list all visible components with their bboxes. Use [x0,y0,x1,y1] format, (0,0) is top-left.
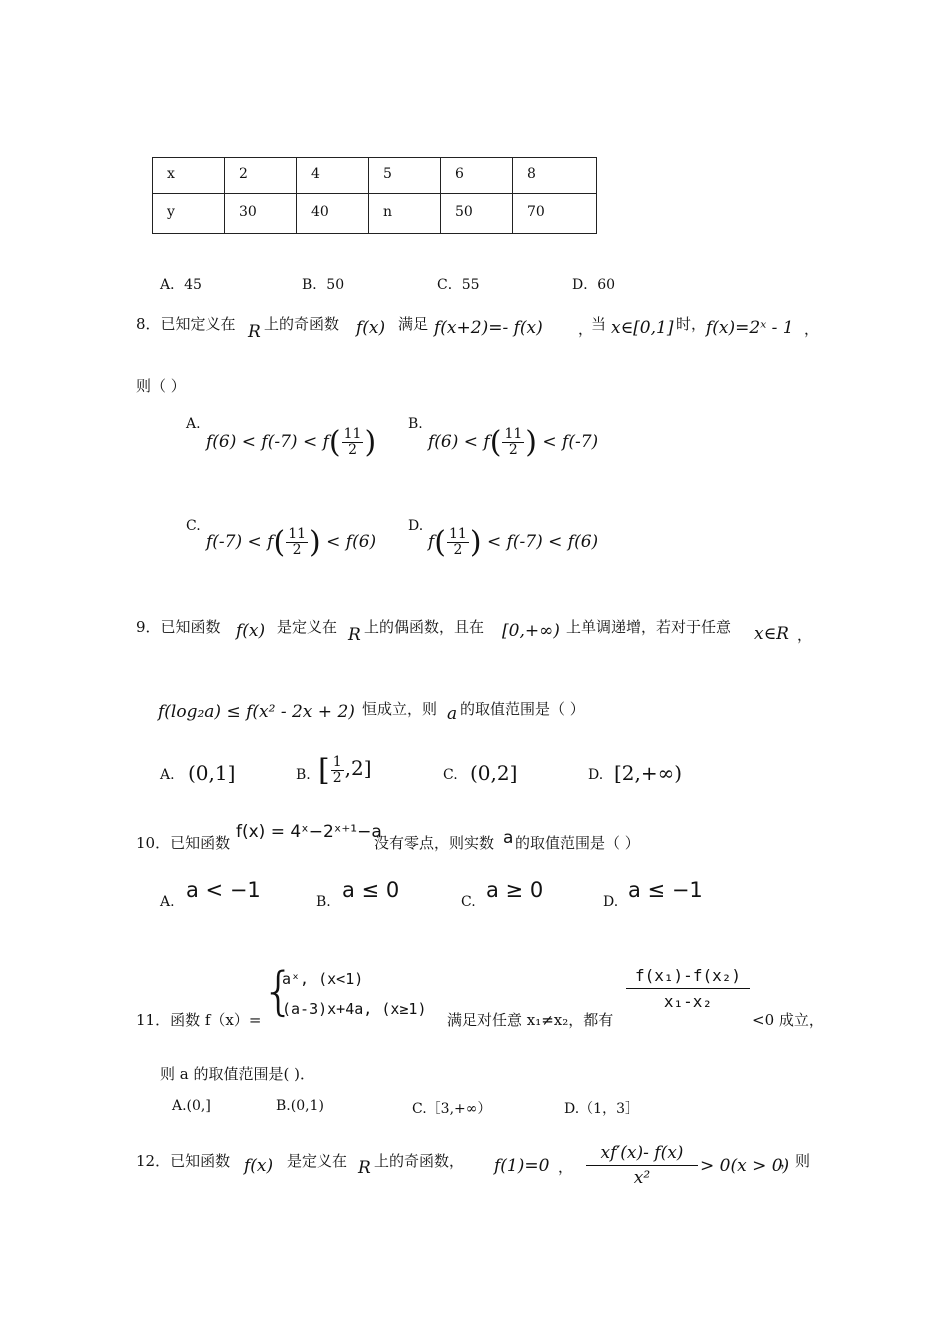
table-cell: 8 [513,158,597,194]
q9-comma: ， [797,626,813,644]
q8-text-5: 当 [591,315,607,333]
q11-text-3: <0 成立， [752,1011,824,1029]
q10-a: a [503,828,514,848]
q9-option-c-label: C. [443,767,458,783]
numerator: 11 [288,525,307,542]
q8-set-r: R [248,322,261,342]
table-row [153,194,597,234]
table-cell: 6 [441,158,513,194]
q9-x-in-r: x∈R [754,624,789,644]
q9-inequality: f(log₂a) ≤ f(x² - 2x + 2) [158,702,355,722]
q10-option-a: a < −1 [186,878,261,902]
q8-option-a [206,425,376,460]
q9-option-d-label: D. [588,767,604,783]
denominator: 2 [348,442,357,458]
q12-text-3: 上的奇函数， [374,1152,465,1170]
q9-option-b [318,753,372,788]
q10-option-c: a ≥ 0 [486,878,544,902]
table-cell: x [153,158,225,194]
expr: < f(-7) [536,432,599,452]
table-cell: n [369,194,441,234]
q11-answer-prompt: 则 a 的取值范围是( )． [160,1065,315,1083]
q8-comma: ， [578,320,594,338]
table-cell: 2 [225,158,297,194]
q9-a: a [447,704,458,724]
question-number: 11． [136,1011,171,1029]
question-number: 10． [136,834,171,852]
q12-stem [136,1150,230,1171]
right-paren: ) [469,525,482,560]
expr: f(-7) < f [206,532,274,552]
q8-text-1: 已知定义在 [160,315,236,333]
q9-option-c: (0,2] [470,761,518,785]
expr: f [428,532,435,552]
q9-text-7: 的取值范围是（ ） [460,700,585,718]
q10-option-d-label: D. [603,894,619,910]
q11-piecewise [262,962,447,1024]
q12-text-5: ，则 [780,1152,811,1170]
q7-option-a: A．45 [160,277,202,293]
q11-text-1: 函数 f（x）= [170,1011,262,1029]
q12-fx: f(x) [244,1156,274,1176]
q7-option-d: D．60 [572,277,616,293]
denominator: 2 [508,442,518,458]
fraction [286,527,308,559]
q12-text-1: 已知函数 [170,1152,231,1170]
question-number: 12． [136,1152,171,1170]
q8-option-b-label: B. [408,416,423,432]
q9-interval: [0,+∞) [502,621,560,641]
q8-fx: f(x) [356,318,386,338]
left-paren: ( [489,425,502,460]
q10-option-b-label: B. [316,894,331,910]
left-paren: ( [328,425,341,460]
q11-option-b: B.(0,1) [276,1098,324,1114]
q9-text-4: 上单调递增，若对于任意 [566,618,732,636]
q9-set-r: R [348,625,361,645]
denominator: 2 [453,542,463,558]
fraction [342,427,364,459]
q11-fraction [626,966,750,1011]
right-paren: ) [525,425,537,460]
case-1: aˣ, (x<1) [282,970,364,988]
q10-text-1: 已知函数 [170,834,231,852]
q12-set-r: R [358,1158,371,1178]
left-bracket: [ [318,753,330,788]
right-paren: ) [309,525,321,560]
left-paren: ( [273,525,286,560]
q12-comma: ， [558,1158,574,1176]
table-cell: 5 [369,158,441,194]
q9-stem [136,616,221,637]
q8-definition: f(x)=2ˣ - 1 [706,318,794,338]
q12-f1: f(1)=0 [494,1156,550,1176]
table-cell: 40 [297,194,369,234]
numerator: xf′(x)- f(x) [586,1143,698,1166]
q8-comma-2: ， [804,320,820,338]
table-cell: 70 [513,194,597,234]
q8-option-d [428,525,598,560]
left-paren: ( [434,525,447,560]
numerator: 1 [332,753,342,770]
q9-option-d: [2,+∞) [614,761,683,785]
q8-option-c [206,525,376,560]
numerator: 11 [449,525,467,542]
q9-option-a-label: A. [160,767,175,783]
q8-option-a-label: A. [186,416,201,432]
question-number: 9． [136,618,161,636]
case-2: (a-3)x+4a, (x≥1) [282,1000,427,1018]
q10-text-2: 没有零点，则实数 [374,834,495,852]
q8-text-6: 时， [676,315,707,333]
q8-condition: f(x+2)=- f(x) [434,318,543,338]
q10-function: f(x) = 4ˣ−2ˣ⁺¹−a [236,822,382,842]
table-cell: y [153,194,225,234]
q8-text-2: 上的奇函数 [264,315,340,333]
q9-text-1: 已知函数 [160,618,221,636]
q9-option-a: (0,1] [188,761,236,785]
question-number: 8． [136,315,161,333]
q9-text-2: 是定义在 [277,618,338,636]
q7-option-c: C．55 [437,277,480,293]
denominator: 2 [332,770,342,786]
q9-text-6: 恒成立，则 [362,700,438,718]
q9-fx: f(x) [236,621,266,641]
numerator: 11 [343,425,362,442]
q7-option-b: B．50 [302,277,345,293]
table-row [153,158,597,194]
right-paren: ) [364,425,377,460]
q11-option-d: D.（1，3］ [564,1101,639,1117]
q12-condition: > 0(x > 0) [700,1156,790,1176]
denominator: 2 [292,542,302,558]
expr: < f(-7) < f(6) [481,532,599,552]
fraction [447,527,469,559]
q9-option-b-label: B. [296,767,311,783]
q10-option-d: a ≤ −1 [628,878,703,902]
numerator: f(x₁)-f(x₂) [626,966,750,989]
q12-text-2: 是定义在 [287,1152,348,1170]
q8-option-b [428,425,598,460]
denominator: x² [633,1168,651,1188]
xy-table [152,157,597,234]
expr: ,2] [344,756,372,780]
table-cell: 50 [441,194,513,234]
q9-text-3: 上的偶函数，且在 [364,618,485,636]
q11-option-c: C.［3,+∞） [412,1101,492,1117]
q8-stem [136,313,236,334]
table-cell: 4 [297,158,369,194]
q11-option-a: A.(0,] [172,1098,211,1114]
q11-text-2: 满足对任意 x₁≠x₂，都有 [447,1011,614,1029]
q11-stem [136,1009,261,1030]
q8-option-d-label: D. [408,518,424,534]
q10-text-3: 的取值范围是（ ） [515,834,640,852]
q8-text-3: 满足 [398,315,429,333]
expr: f(6) < f(-7) < f [206,432,329,452]
q10-option-a-label: A. [160,894,175,910]
q8-option-c-label: C. [186,518,201,534]
q12-fraction [586,1143,698,1188]
fraction [331,755,344,787]
left-brace: { [262,962,296,1022]
q8-interval: x∈[0,1] [611,318,674,338]
expr: f(6) < f [428,432,490,452]
table-cell: 30 [225,194,297,234]
q10-option-b: a ≤ 0 [342,878,400,902]
q8-answer-prompt: 则（ ） [136,377,186,395]
expr: < f(6) [320,532,377,552]
q10-stem [136,832,230,853]
denominator: x₁-x₂ [663,992,713,1011]
fraction [502,427,524,459]
q10-option-c-label: C. [461,894,476,910]
numerator: 11 [504,425,523,442]
